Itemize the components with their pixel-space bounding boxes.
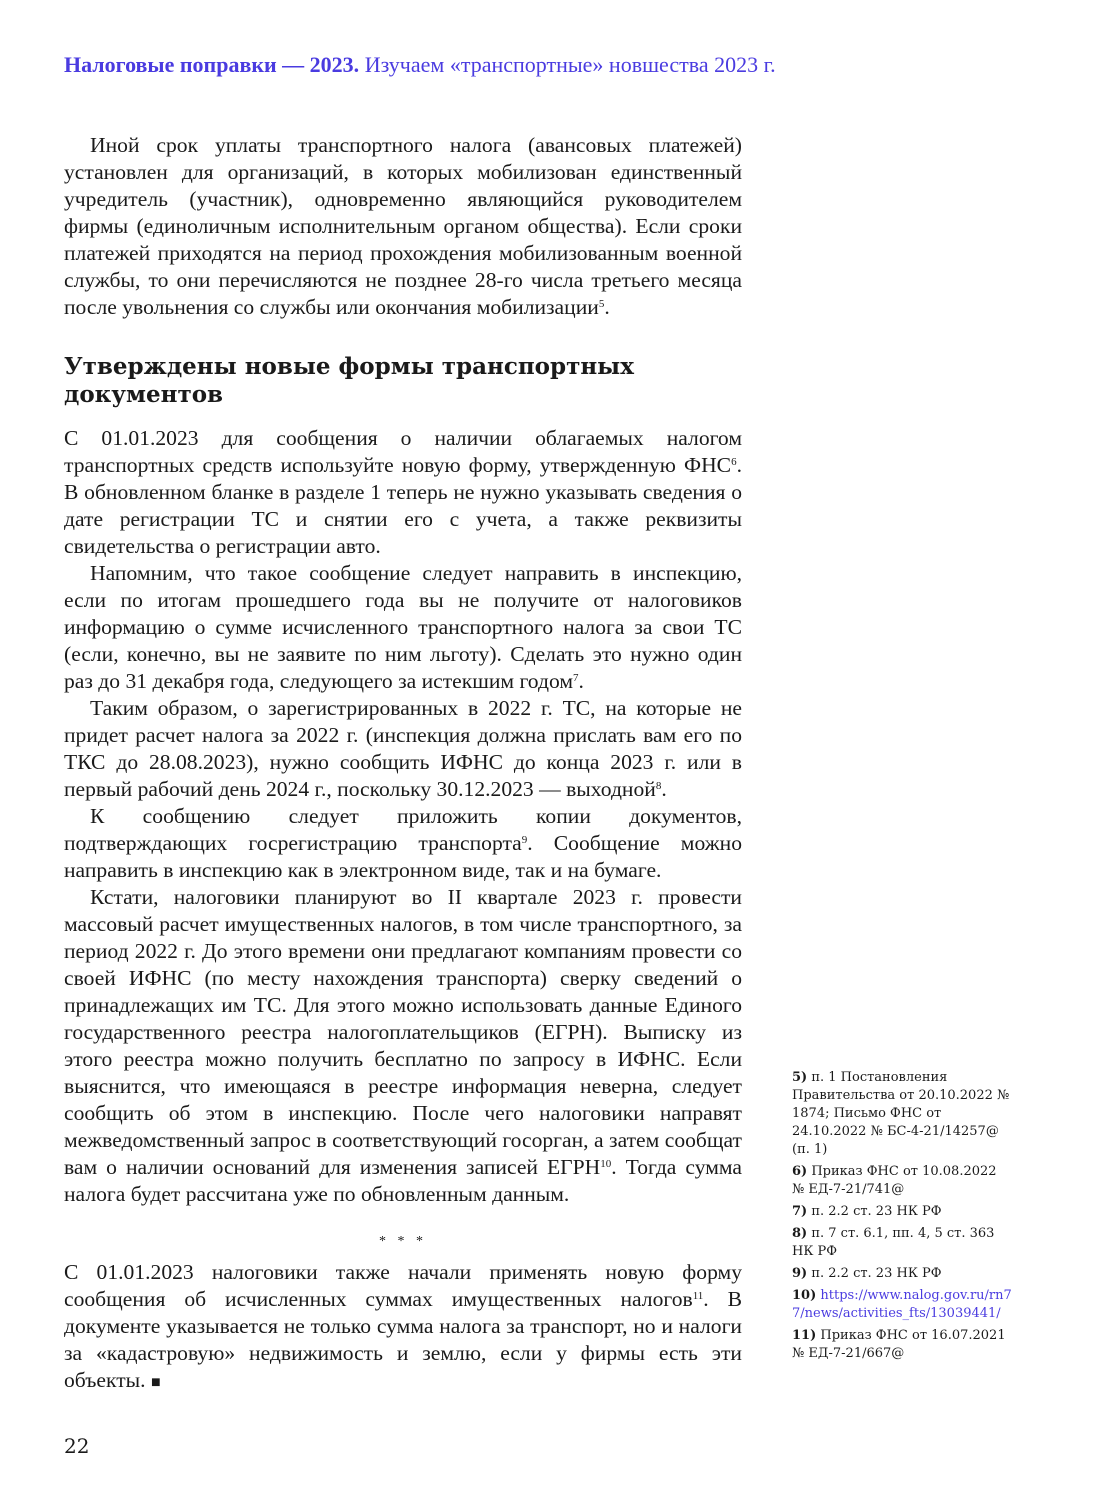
footnote-item: [792, 1287, 1012, 1323]
footnote-item: 7) п. 2.2 ст. 23 НК РФ: [792, 1204, 942, 1219]
footnote-link[interactable]: https://www.nalog.gov.ru/rn77/news/activities_fts/13039441/: [792, 1288, 1012, 1321]
page-number: 22: [64, 1434, 90, 1458]
footnote-item: 9) п. 2.2 ст. 23 НК РФ: [792, 1266, 942, 1281]
running-head-subtitle: Изучаем «транспортные» новшества 2023 г.: [359, 52, 776, 77]
body-paragraph: С 01.01.2023 для сообщения о наличии облагаемых налогом транспортных средств используйте новую форму, утвержденную ФНС$^6$. В обновленном бланке в разделе 1 теперь не нужно указывать сведения о дате регистрации ТС и снятии его с учета, а также реквизиты свидетельства о регистрации авто.: [64, 426, 742, 558]
section-heading: Утверждены новые формы транспортных документов: [64, 353, 634, 408]
body-paragraph: К сообщению следует приложить копии документов, подтверждающих госрегистрацию транспорта$^9$. Сообщение можно направить в инспекцию как в электронном виде, так и на бумаге.: [64, 804, 742, 882]
main-column: [64, 132, 742, 1396]
footnote-ref[interactable]: 6: [731, 456, 737, 468]
body-paragraph: Таким образом, о зарегистрированных в 2022 г. ТС, на которые не придет расчет налога за 2022 г. (инспекция должна прислать вам его по ТКС до 28.08.2023), нужно сообщить ИФНС до конца 2023 г. или в первый рабочий день 2024 г., поскольку 30.12.2023 — выходной$^8$.: [64, 696, 742, 801]
footnote-ref[interactable]: 7: [573, 672, 579, 684]
running-head: [64, 52, 776, 78]
footnote-ref[interactable]: 8: [655, 780, 662, 792]
footnote-ref[interactable]: 5: [598, 298, 605, 310]
footnote-ref[interactable]: 10: [600, 1158, 612, 1170]
closing-paragraph: С 01.01.2023 налоговики также начали применять новую форму сообщения об исчисленных суммах имущественных налогов$^{11}$. В документе указывается не только сумма налога за транспорт, но и налоги за «кадастровую» недвижимость и землю, если у фирмы есть эти объекты. ■: [64, 1260, 742, 1392]
end-of-article-icon: ■: [150, 1374, 161, 1391]
footnote-number: 9): [792, 1266, 808, 1281]
section-separator: * * *: [379, 1234, 427, 1249]
footnote-number: 6): [792, 1164, 808, 1179]
intro-paragraph: Иной срок уплаты транспортного налога (авансовых платежей) установлен для организаций, в которых мобилизован единственный учредитель (участник), одновременно являющийся руководителем фирмы (единоличным исполнительным органом общества). Если сроки платежей приходятся на период прохождения мобилизованным военной службы, то они перечисляются не позднее 28-го числа третьего месяца после увольнения со службы или окончания мобилизации$^5$.: [64, 133, 742, 319]
footnote-item: 11) Приказ ФНС от 16.07.2021 № ЕД-7-21/667@: [792, 1328, 1006, 1361]
footnote-number: 11): [792, 1328, 817, 1343]
footnotes-sidebar: [792, 1069, 1012, 1367]
footnote-ref[interactable]: 9: [521, 834, 528, 846]
body-paragraph: Напомним, что такое сообщение следует направить в инспекцию, если по итогам прошедшего года вы не получите от налоговиков информацию о сумме исчисленного транспортного налога за свои ТС (если, конечно, вы не заявите по ним льготу). Сделать это нужно один раз до 31 декабря года, следующего за истекшим годом$^7$.: [64, 561, 742, 693]
footnote-number: 8): [792, 1226, 808, 1241]
body-paragraph: Кстати, налоговики планируют во II квартале 2023 г. провести массовый расчет имущественных налогов, в том числе транспортного, за период 2022 г. До этого времени они предлагают компаниям провести со своей ИФНС (по месту нахождения транспорта) сверку сведений о принадлежащих им ТС. Для этого можно использовать данные Единого государственного реестра налогоплательщиков (ЕГРН). Выписку из этого реестра можно получить бесплатно по запросу в ИФНС. Если выяснится, что имеющаяся в реестре информация неверна, следует сообщить об этом в инспекцию. После чего налоговики направят межведомственный запрос в соответствующий госорган, а затем сообщат вам о наличии оснований для изменения записей ЕГРН$^{10}$. Тогда сумма налога будет рассчитана уже по обновленным данным.: [64, 885, 742, 1206]
running-head-title: Налоговые поправки — 2023.: [64, 52, 360, 77]
footnote-item: 8) п. 7 ст. 6.1, пп. 4, 5 ст. 363 НК РФ: [792, 1226, 995, 1259]
footnote-ref[interactable]: 11: [692, 1290, 704, 1302]
footnote-number: 7): [792, 1204, 808, 1219]
footnote-number: 5): [792, 1070, 808, 1085]
footnote-number: 10): [792, 1288, 817, 1303]
footnote-item: 5) п. 1 Постановления Правительства от 20.10.2022 № 1874; Письмо ФНС от 24.10.2022 № БС-4-21/14257@ (п. 1): [792, 1070, 1010, 1157]
footnote-item: 6) Приказ ФНС от 10.08.2022 № ЕД-7-21/741@: [792, 1164, 997, 1197]
